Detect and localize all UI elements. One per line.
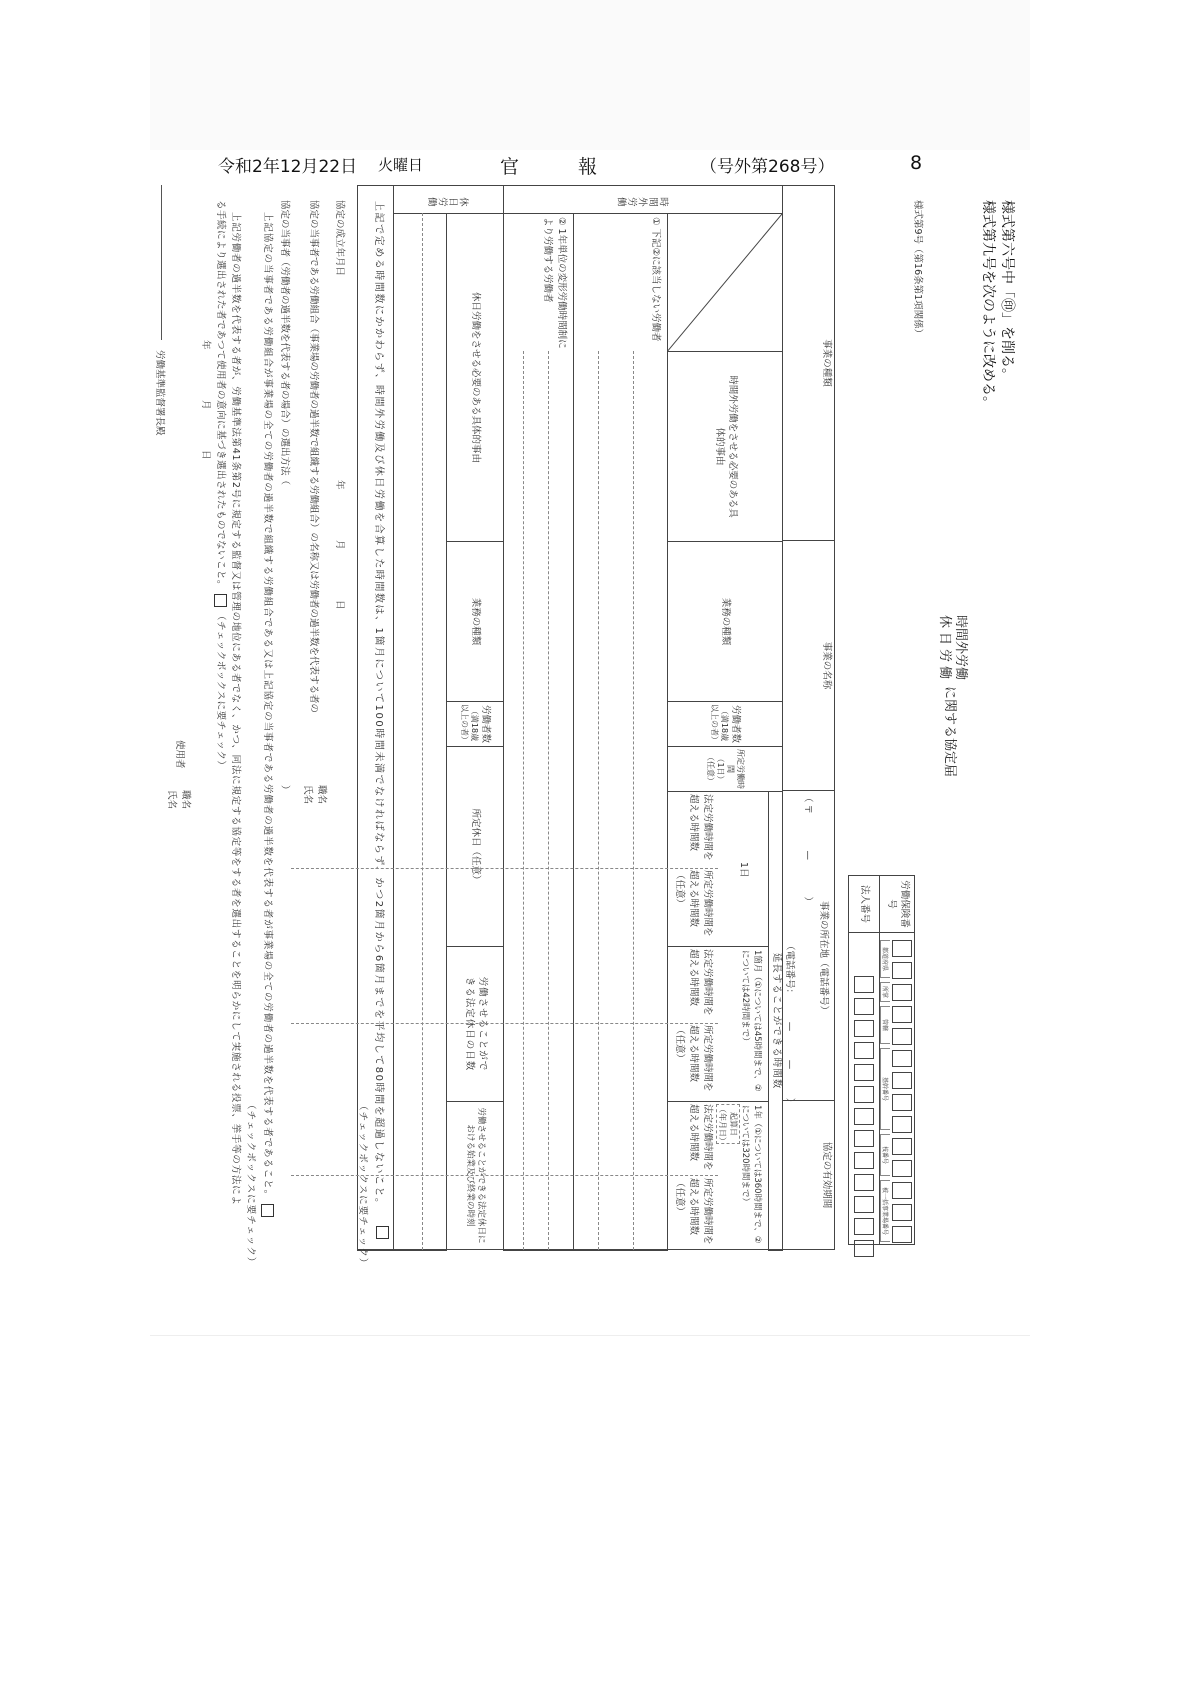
- overtime-label: 時間外労働: [616, 194, 670, 206]
- main-table: [357, 185, 835, 1269]
- representative-check-note: （チェックボックスに要チェック）: [215, 611, 226, 771]
- legal-holiday-days-header: [446, 946, 504, 1102]
- insurance-digit-box: [892, 1094, 912, 1111]
- amendment-line-1: 様式第六号中「㊞」を削る。: [999, 200, 1015, 382]
- year-text: 1年（①については360時間まで、②については320時間まで）: [740, 1105, 762, 1244]
- corporate-number-label: 法人番号: [848, 875, 880, 933]
- holiday-reason-header: [446, 213, 504, 542]
- extension-header: [768, 791, 783, 1251]
- dashed-row-guide: [523, 351, 524, 1250]
- overtime-section-label: [503, 185, 783, 214]
- insurance-digit-box: [892, 1204, 912, 1221]
- insurance-number-boxes: [889, 940, 912, 1248]
- corporate-digit-box: [854, 1240, 874, 1257]
- corporate-digit-box: [854, 976, 874, 993]
- diagonal-line: [667, 214, 782, 352]
- established-date-label: 協定の成立年月日: [334, 200, 345, 277]
- representative-line-2: [214, 200, 229, 770]
- employer-label: 使用者: [174, 740, 185, 769]
- month-legal-over: 法定労働時間を超える時間数: [688, 949, 713, 1016]
- title-holiday: 休日労働: [936, 615, 952, 684]
- business-name-label: 事業の名称: [821, 641, 832, 690]
- sublabel-prefecture: 都道府県: [880, 940, 890, 978]
- month-text: 1箇月（①については45時間まで、②については42時間まで）: [740, 950, 762, 1092]
- corporate-digit-box: [854, 1174, 874, 1191]
- dashed-column-guide: [291, 1023, 718, 1024]
- scheduled-hours-text: 所定労働時間: [726, 749, 745, 789]
- masthead-kan: 官: [500, 156, 520, 178]
- insurance-digit-box: [892, 1138, 912, 1155]
- diagonal-cell: [667, 213, 783, 352]
- sublabel-jurisdiction: 所掌: [880, 982, 890, 1002]
- insurance-digit-box: [892, 1116, 912, 1133]
- total-check-note: （チェックボックスに要チェック）: [357, 1101, 368, 1269]
- dashed-column-guide: [291, 1175, 718, 1176]
- extension-text: 延長することができる時間数: [770, 952, 782, 1090]
- overtime-row-2: [503, 213, 574, 1251]
- business-name-cell: [782, 540, 835, 791]
- party-union-line: 協定の当事者である労働組合（事業場の労働者の過半数で組織する労働組合）の名称又は労働者の過半数を代表する者の: [308, 200, 319, 714]
- insurance-digit-box: [892, 1028, 912, 1045]
- business-type-cell: [782, 185, 835, 541]
- legal-holiday-times-text: 労働させることができる法定休日における始業及び終業の時刻: [465, 1107, 487, 1244]
- insurance-digit-box: [892, 1006, 912, 1023]
- holiday-label: 休日労働: [427, 194, 470, 206]
- overtime-reason-header: [667, 351, 783, 542]
- employer-name-label: 氏名: [166, 790, 177, 810]
- majority-statement: 上記協定の当事者である労働組合が事業場の全ての労働者の過半数で組織する労働組合である又は上記協定の当事者である労働者の過半数を代表する者が事業場の全ての労働者の過半数を代表する者であること。: [262, 212, 273, 1201]
- issue-number: （号外第268号）: [700, 157, 835, 177]
- business-type-label: 事業の種類: [821, 339, 832, 387]
- day-text: 1日: [738, 862, 749, 878]
- overtime-row-1: [573, 213, 668, 1251]
- scheduled-hours-header: [667, 746, 783, 792]
- row-1-label: ① 下記②に該当しない労働者: [650, 217, 661, 342]
- day-scheduled-over: 所定労働時間を超える時間数（任意）: [674, 870, 713, 937]
- title-suffix: に関する協定届: [942, 686, 958, 778]
- top-margin: [150, 0, 1030, 150]
- business-location-cell: [782, 790, 835, 1108]
- representative-checkbox[interactable]: [214, 594, 227, 607]
- year-legal-over: 法定労働時間を超える時間数: [688, 1104, 713, 1171]
- insurance-digit-box: [892, 962, 912, 979]
- established-day: 日: [334, 600, 345, 610]
- form-number: 様式第9号（第16条第1項関係）: [912, 200, 923, 339]
- dashed-column-guide: [291, 868, 718, 869]
- number-box: [848, 875, 915, 1245]
- scheduled-holiday-text: 所定休日（任意）: [470, 808, 482, 885]
- corporate-digit-box: [854, 1196, 874, 1213]
- day-legal-over: 法定労働時間を超える時間数: [688, 794, 713, 861]
- sublabel-site-number: 被一括事業場番号: [880, 1180, 890, 1242]
- month-header: [667, 946, 769, 1102]
- selection-method-close: ）: [279, 785, 290, 795]
- established-month: 月: [334, 540, 345, 550]
- office-name-line: [161, 185, 162, 340]
- holiday-workers-header: [446, 701, 504, 747]
- page-number: 8: [910, 152, 923, 174]
- legal-holiday-days-text: 労働させることができる法定休日の日数: [464, 976, 488, 1072]
- majority-check-note: （チェックボックスに要チェック）: [245, 1100, 256, 1268]
- holiday-workers-text: 労働者数: [479, 704, 491, 743]
- month-scheduled-over: 所定労働時間を超える時間数（任意）: [674, 1025, 713, 1092]
- sublabel-office: 管轄: [880, 1006, 890, 1044]
- agreement-form: [150, 185, 1020, 1269]
- overtime-job-header: [667, 541, 783, 702]
- worker-name-label: 氏名: [302, 785, 313, 805]
- insurance-digit-box: [892, 940, 912, 957]
- amendment-line-2: 様式第九号を次のように改める。: [980, 200, 996, 410]
- business-location-label: 事業の所在地（電話番号）: [818, 901, 829, 1016]
- selection-method-line: 協定の当事者（労働者の過半数を代表する者の場合）の選出方法（: [279, 200, 290, 486]
- corporate-digit-box: [854, 1218, 874, 1235]
- corporate-digit-box: [854, 1108, 874, 1125]
- holiday-job-header: [446, 541, 504, 702]
- day-header: [667, 791, 769, 947]
- dashed-row-guide: [633, 351, 634, 1250]
- dashed-row-guide: [422, 213, 423, 1250]
- sign-day: 日: [200, 450, 211, 460]
- validity-period-cell: [782, 1100, 835, 1250]
- majority-line: [261, 212, 276, 1221]
- insurance-number-field: [879, 932, 915, 1244]
- insurance-digit-box: [892, 1050, 912, 1067]
- addressee: 労働基準監督署長殿: [154, 350, 165, 436]
- scheduled-hours-note: （1日）（任意）: [706, 753, 725, 785]
- corporate-digit-box: [854, 998, 874, 1015]
- majority-checkbox[interactable]: [261, 1204, 274, 1217]
- corporate-digit-box: [854, 1020, 874, 1037]
- holiday-job-text: 業務の種類: [470, 597, 482, 646]
- total-statement-row: [357, 185, 394, 1269]
- overtime-workers-header: [667, 701, 783, 747]
- overtime-reason-text: 時間外労働をさせる必要のある具体的事由: [714, 375, 738, 518]
- total-statement-checkbox[interactable]: [376, 1226, 389, 1239]
- corporate-digit-box: [854, 1130, 874, 1147]
- workers-text: 労働者数: [729, 704, 741, 743]
- holiday-section-label: [393, 185, 504, 214]
- worker-title-label: 職名: [316, 785, 327, 805]
- phone-number: （電話番号： — — ）: [784, 941, 795, 1108]
- title-overtime: 時間外労働: [953, 615, 968, 681]
- representative-line-1: 上記労働者の過半数を代表する者が、労働基準法第41条第2号に規定する監督又は管理の地位にある者でなく、かつ、同法に規定する協定等をする者を選出することを明らかにして実施される投票、挙手等の方法によ: [230, 212, 241, 1206]
- insurance-digit-box: [892, 1160, 912, 1177]
- sign-month: 月: [200, 400, 211, 410]
- issue-date: 令和2年12月22日: [218, 157, 358, 177]
- corporate-digit-box: [854, 1086, 874, 1103]
- holiday-workers-note: （満18歳以上の者）: [460, 704, 480, 744]
- insurance-sublabels: [880, 940, 890, 1242]
- form-title: [936, 615, 969, 777]
- weekday: 火曜日: [378, 156, 424, 174]
- workers-note: （満18歳以上の者）: [710, 704, 730, 744]
- corporate-number-boxes: [851, 976, 874, 1262]
- representative-statement: る手続により選出された者であつて使用者の意向に基づき選出されたものでないこと。: [215, 200, 226, 591]
- insurance-number-label: 労働保険番号: [879, 875, 915, 933]
- established-year: 年: [334, 480, 345, 490]
- holiday-reason-text: 休日労働をさせる必要のある具体的事由: [470, 291, 482, 463]
- insurance-digit-box: [892, 1182, 912, 1199]
- sign-year: 年: [200, 340, 211, 350]
- scheduled-holiday-header: [446, 746, 504, 947]
- corporate-digit-box: [854, 1042, 874, 1059]
- insurance-digit-box: [892, 1072, 912, 1089]
- validity-period-label: 協定の有効期間: [821, 1141, 832, 1209]
- employer-title-label: 職名: [180, 790, 191, 810]
- postal-code: （〒 — ）: [802, 793, 813, 909]
- overtime-job-text: 業務の種類: [720, 597, 732, 646]
- sublabel-branch-number: 枝番号: [880, 1134, 890, 1176]
- holiday-data-row: [393, 213, 447, 1251]
- masthead-po: 報: [578, 156, 598, 178]
- corporate-digit-box: [854, 1064, 874, 1081]
- insurance-digit-box: [892, 1226, 912, 1243]
- dashed-row-guide: [548, 351, 549, 1250]
- start-date-label: 起算日（年月日）: [718, 1105, 738, 1145]
- year-scheduled-over: 所定労働時間を超える時間数（任意）: [674, 1178, 713, 1245]
- sublabel-base-number: 基幹番号: [880, 1048, 890, 1130]
- total-statement-text: 上記で定める時間数にかかわらず、時間外労働及び休日労働を合算した時間数は、1箇月について100時間未満でなければならず、かつ2箇月から6箇月までを平均して80時間を超過しないこと。: [373, 201, 384, 1210]
- insurance-digit-box: [892, 984, 912, 1001]
- row-2-label: ② 1年単位の変形労働時間制により労働する労働者: [542, 217, 567, 349]
- corporate-digit-box: [854, 1152, 874, 1169]
- dashed-row-guide: [598, 351, 599, 1250]
